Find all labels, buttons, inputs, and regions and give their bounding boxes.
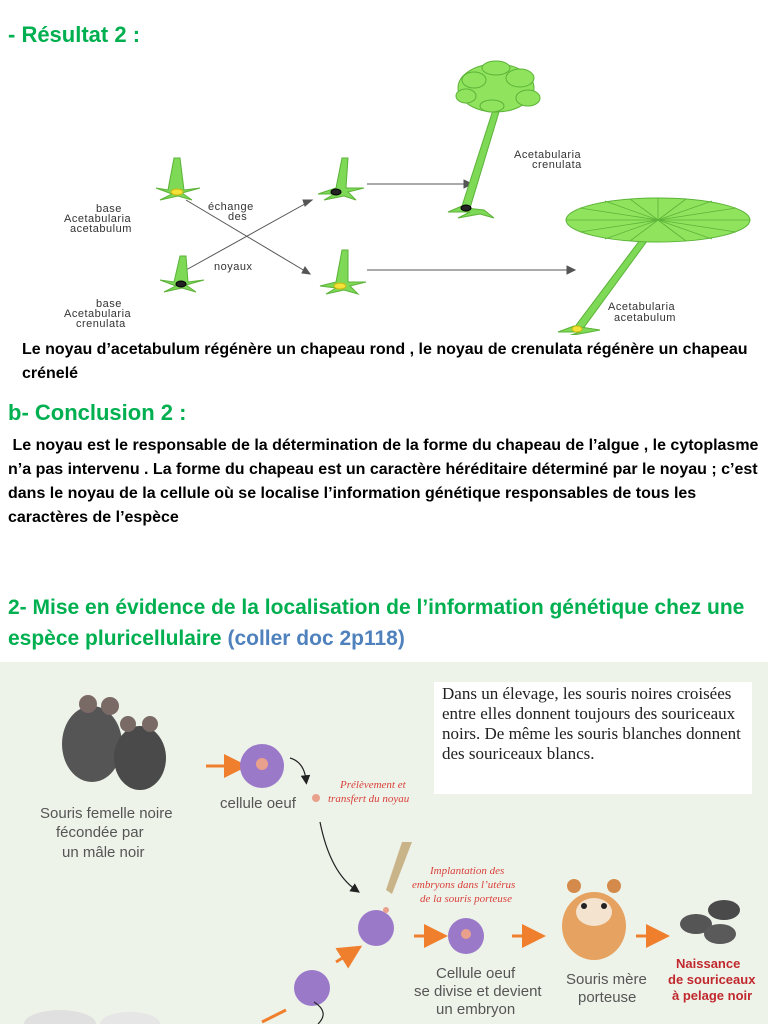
- result-2-title: - Résultat 2 :: [8, 22, 141, 47]
- conclusion-title: b- Conclusion 2 :: [8, 400, 187, 425]
- conclusion-text: Le noyau est le responsable de la détermination de la forme du chapeau de l’algue , le cytoplasme n’a pas intervenu . La forme du chapeau est un caractère héréditaire déterminé par le noyau ; c’est dans le noyau de la cellule où se localise l’information génétique responsables de tous les caractères de l’espèce: [8, 437, 763, 526]
- mother-label-1: Souris mère: [566, 971, 647, 988]
- pipette: [386, 842, 412, 894]
- doc-reference: (coller doc 2p118): [227, 627, 405, 650]
- info-box-text: Dans un élevage, les souris noires croisées entre elles donnent toujours des souriceaux noirs. De même les souris blanches donnent des souriceaux blancs.: [442, 684, 741, 763]
- label-result-cren-1: Acetabularia: [514, 149, 582, 161]
- egg-cell-lower: [294, 970, 330, 1006]
- label-result-cren-2: crenulata: [532, 159, 582, 171]
- birth-label-1: Naissance: [676, 956, 741, 971]
- transfer-label-1: Prélèvement et: [340, 779, 406, 791]
- section-2-title: 2- Mise en évidence de la localisation de l’information génétique chez une espèce pluricellulaire: [8, 596, 745, 650]
- black-offspring: [680, 900, 740, 944]
- divide-label-3: un embryon: [436, 1001, 516, 1018]
- label-exchange-2: des: [228, 211, 248, 223]
- birth-label-3: à pelage noir: [672, 988, 753, 1003]
- label-exchange-1: échange: [208, 201, 254, 213]
- label-exchange-3: noyaux: [214, 261, 253, 273]
- implant-label-3: de la souris porteuse: [420, 893, 512, 905]
- female-label-3: un mâle noir: [62, 844, 145, 861]
- label-base-acet-3: acetabulum: [70, 223, 132, 235]
- acetabularia-figure: [0, 60, 768, 335]
- transfer-label-2: transfert du noyau: [328, 793, 410, 805]
- mouse-experiment-diagram: [0, 662, 768, 1024]
- label-base-cren-1: base: [96, 298, 122, 310]
- female-label-2: fécondée par: [56, 824, 144, 841]
- mother-label-2: porteuse: [578, 989, 637, 1006]
- label-result-acet-2: acetabulum: [614, 312, 676, 324]
- surrogate-mother: [562, 879, 626, 960]
- result-caption: Le noyau d’acetabulum régénère un chapeau rond , le noyau de crenulata régénère un chapeau crénelé: [22, 341, 748, 382]
- label-base-acet-2: Acetabularia: [64, 213, 132, 225]
- white-mouse-partial: [24, 1010, 96, 1024]
- label-base-cren-3: crenulata: [76, 318, 126, 330]
- implant-label-2: embryons dans l’utérus: [412, 879, 516, 891]
- label-result-acet-1: Acetabularia: [608, 301, 676, 313]
- label-base-acet-1: base: [96, 203, 122, 215]
- divide-label-2: se divise et devient: [414, 983, 542, 1000]
- female-label-1: Souris femelle noire: [40, 805, 173, 822]
- section-2-heading: [8, 592, 760, 654]
- black-mice-parents: [62, 695, 166, 790]
- label-base-cren-2: Acetabularia: [64, 308, 132, 320]
- egg-label: cellule oeuf: [220, 795, 296, 812]
- mouse-experiment-figure: [0, 662, 768, 1024]
- implant-label-1: Implantation des: [430, 865, 505, 877]
- egg-with-nucleus: [358, 910, 394, 946]
- divide-label-1: Cellule oeuf: [436, 965, 516, 982]
- birth-label-2: de souriceaux: [668, 972, 756, 987]
